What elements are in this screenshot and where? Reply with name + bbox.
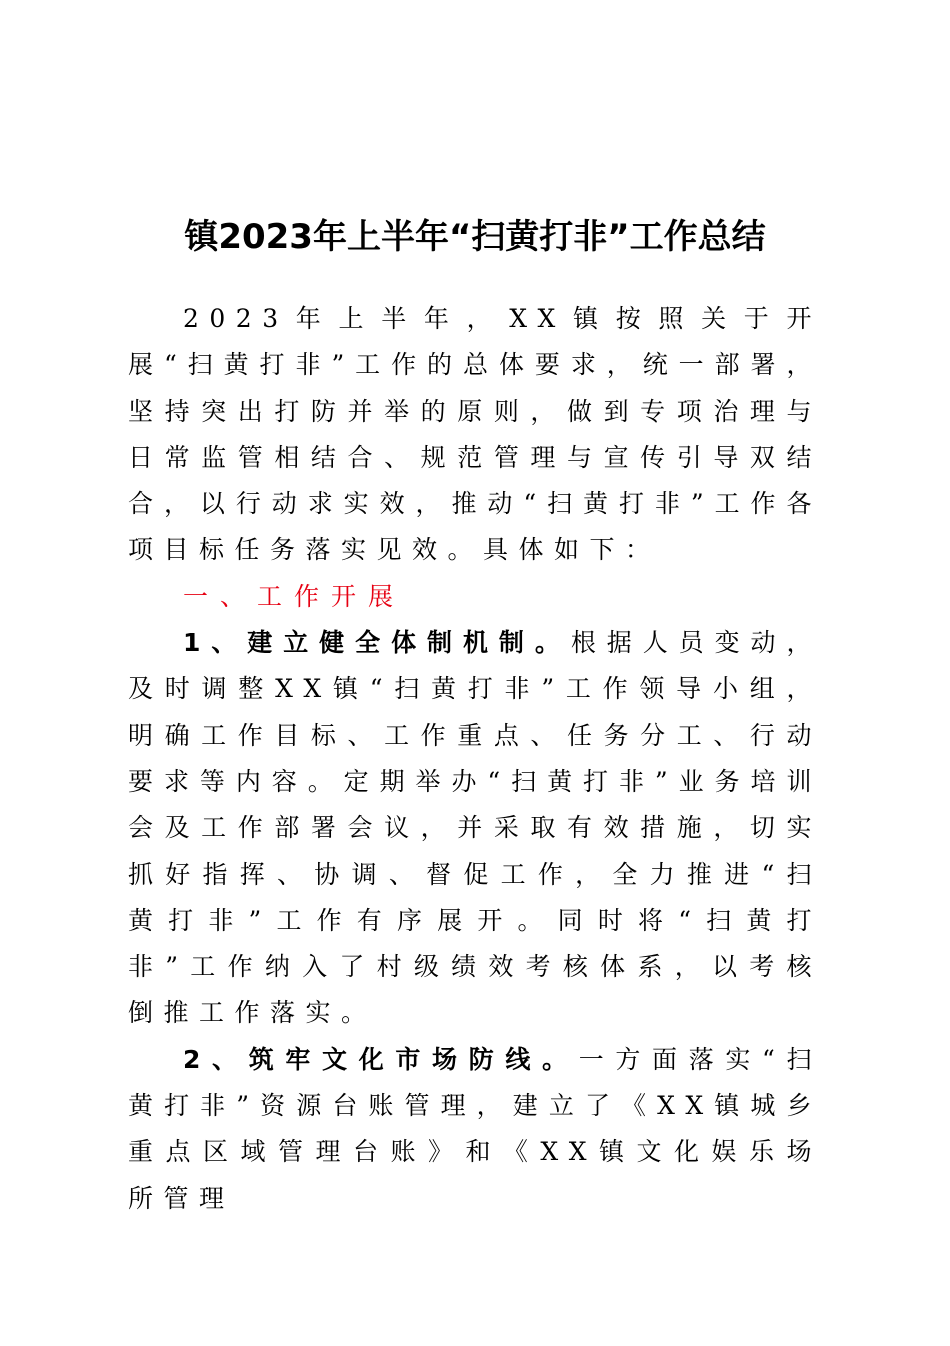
document-title: 镇2023年上半年“扫黄打非”工作总结	[184, 217, 766, 257]
item-1-text: 根据人员变动，及时调整XX镇“扫黄打非”工作领导小组，明确工作目标、工作重点、任务分工、行动要求等内容。定期举办“扫黄打非”业务培训会及工作部署会议，并采取有效措施，切实抓好指挥、协调、督促工作，全力推进“扫黄打非”工作有序展开。同时将“扫黄打非”工作纳入了村级绩效考核体系，以考核倒推工作落实。	[128, 628, 822, 1028]
item-2-paragraph	[128, 1037, 822, 1222]
item-2-text: 一方面落实“扫黄打非”资源台账管理，建立了《XX镇城乡重点区域管理台账》和《XX镇文化娱乐场所管理	[128, 1044, 822, 1213]
item-1-paragraph	[128, 620, 822, 1037]
document-body	[128, 296, 822, 1222]
item-1-label: 1、建立健全体制机制。	[183, 628, 571, 658]
section-heading-work-progress: 一、工作开展	[183, 581, 406, 611]
intro-paragraph: 2023年上半年，XX镇按照关于开展“扫黄打非”工作的总体要求，统一部署，坚持突出打防并举的原则，做到专项治理与日常监管相结合、规范管理与宣传引导双结合，以行动求实效，推动“扫黄打非”工作各项目标任务落实见效。具体如下：	[128, 304, 822, 565]
item-2-label: 2、筑牢文化市场防线。	[183, 1044, 579, 1074]
